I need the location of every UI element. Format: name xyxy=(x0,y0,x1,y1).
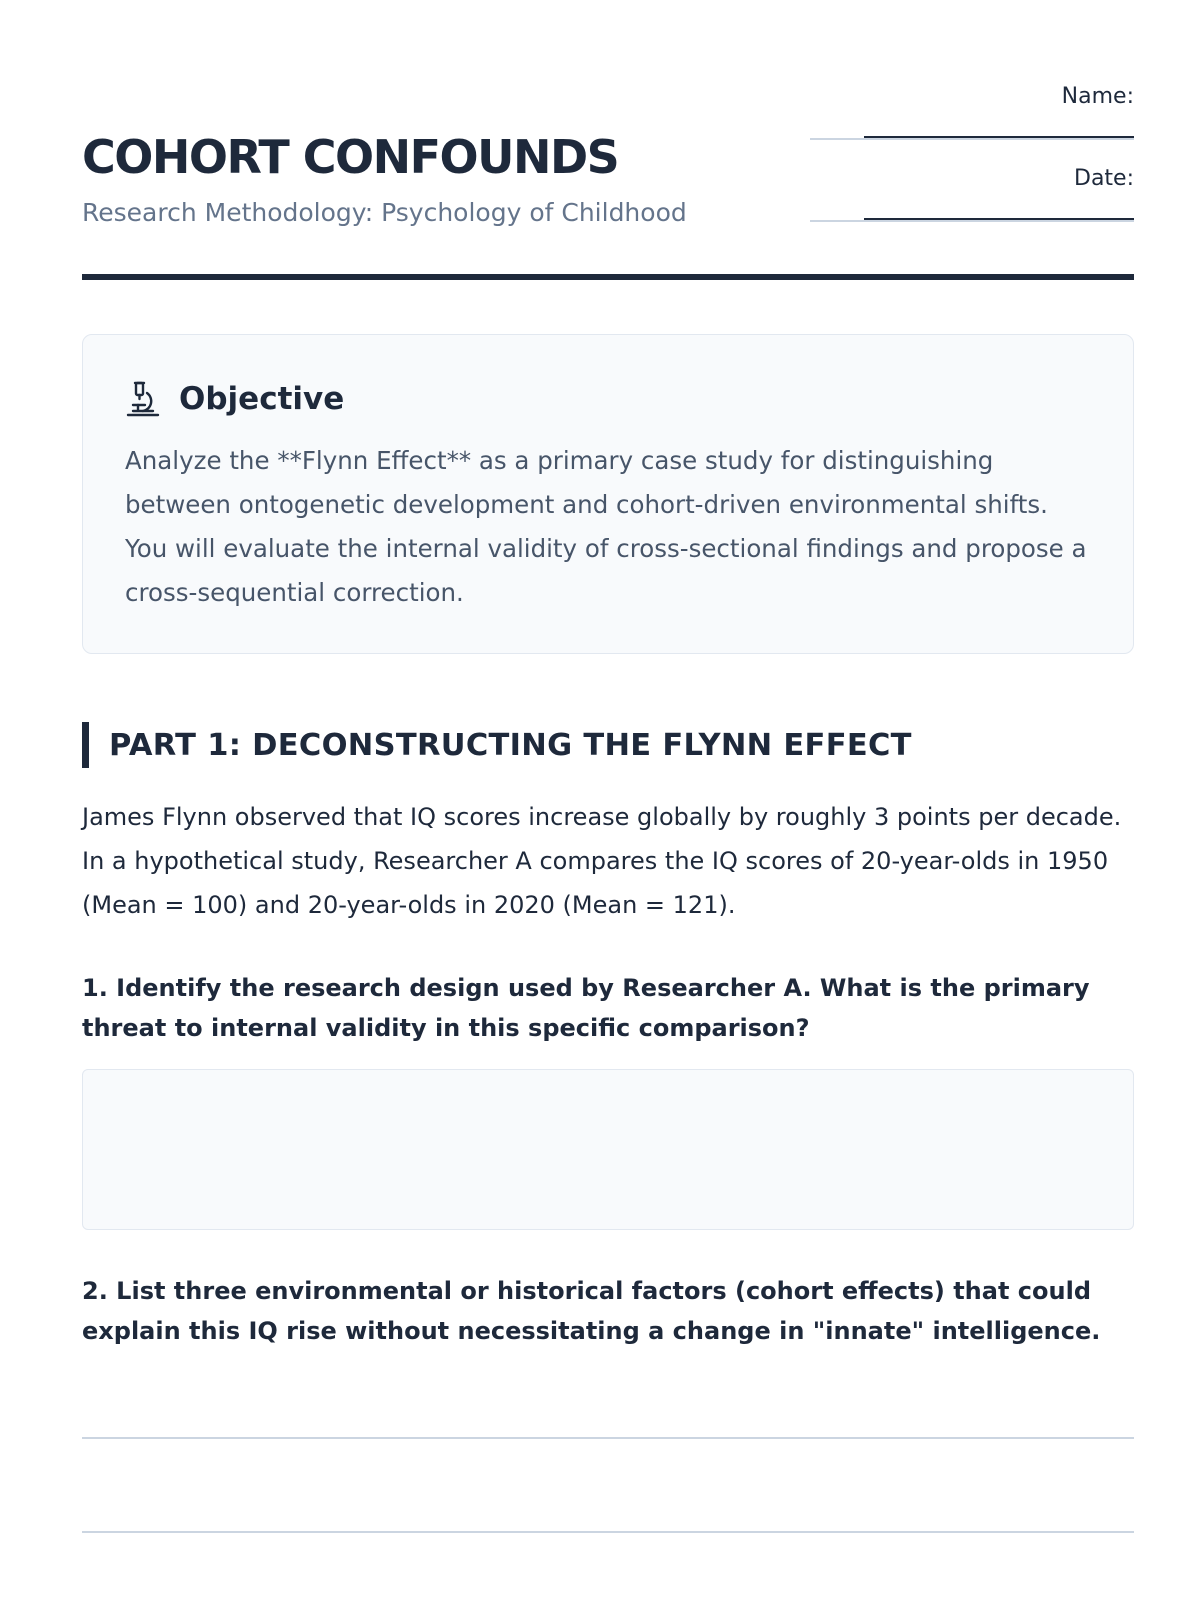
date-blank-line[interactable] xyxy=(810,194,1134,222)
section-heading-text: PART 1: DECONSTRUCTING THE FLYNN EFFECT xyxy=(109,727,912,763)
header-divider xyxy=(82,274,1134,280)
part1-intro: James Flynn observed that IQ scores increase globally by roughly 3 points per decade. In a hypothetical study, Researcher A compares the IQ scores of 20-year-olds in 1950 (Mean = 100) and 20-year-olds in 2020 (Mean = 121). xyxy=(82,803,1122,919)
worksheet-header xyxy=(82,0,1134,282)
date-field[interactable] xyxy=(810,164,1134,222)
worksheet-page xyxy=(82,0,1134,1600)
question-1: 1. Identify the research design used by Researcher A. What is the primary threat to internal validity in this specific comparison? xyxy=(82,974,1090,1042)
objective-title: Objective xyxy=(179,381,345,417)
page-title: COHORT CONFOUNDS xyxy=(82,130,619,184)
date-label: Date: xyxy=(1074,166,1134,191)
question-2-answer-line-1[interactable] xyxy=(82,1437,1134,1439)
objective-text: Analyze the **Flynn Effect** as a primary case study for distinguishing between ontogenetic development and cohort-driven environmental shifts. You will evaluate the internal validity of cross-sectional findings and propose a cross-sequential correction. xyxy=(125,446,1087,607)
objective-header xyxy=(125,375,1091,423)
name-label: Name: xyxy=(1061,84,1134,109)
objective-box xyxy=(82,334,1134,654)
date-underline xyxy=(864,218,1134,220)
microscope-icon xyxy=(125,380,161,418)
question-2-answer-line-2[interactable] xyxy=(82,1531,1134,1533)
question-1-answer-box[interactable] xyxy=(82,1069,1134,1230)
name-field[interactable] xyxy=(810,82,1134,140)
name-underline xyxy=(864,136,1134,138)
page-subtitle: Research Methodology: Psychology of Childhood xyxy=(82,198,687,227)
question-2: 2. List three environmental or historical factors (cohort effects) that could explain this IQ rise without necessitating a change in "innate" intelligence. xyxy=(82,1277,1101,1345)
section-heading-part1 xyxy=(82,722,1134,768)
name-blank-line[interactable] xyxy=(810,112,1134,140)
